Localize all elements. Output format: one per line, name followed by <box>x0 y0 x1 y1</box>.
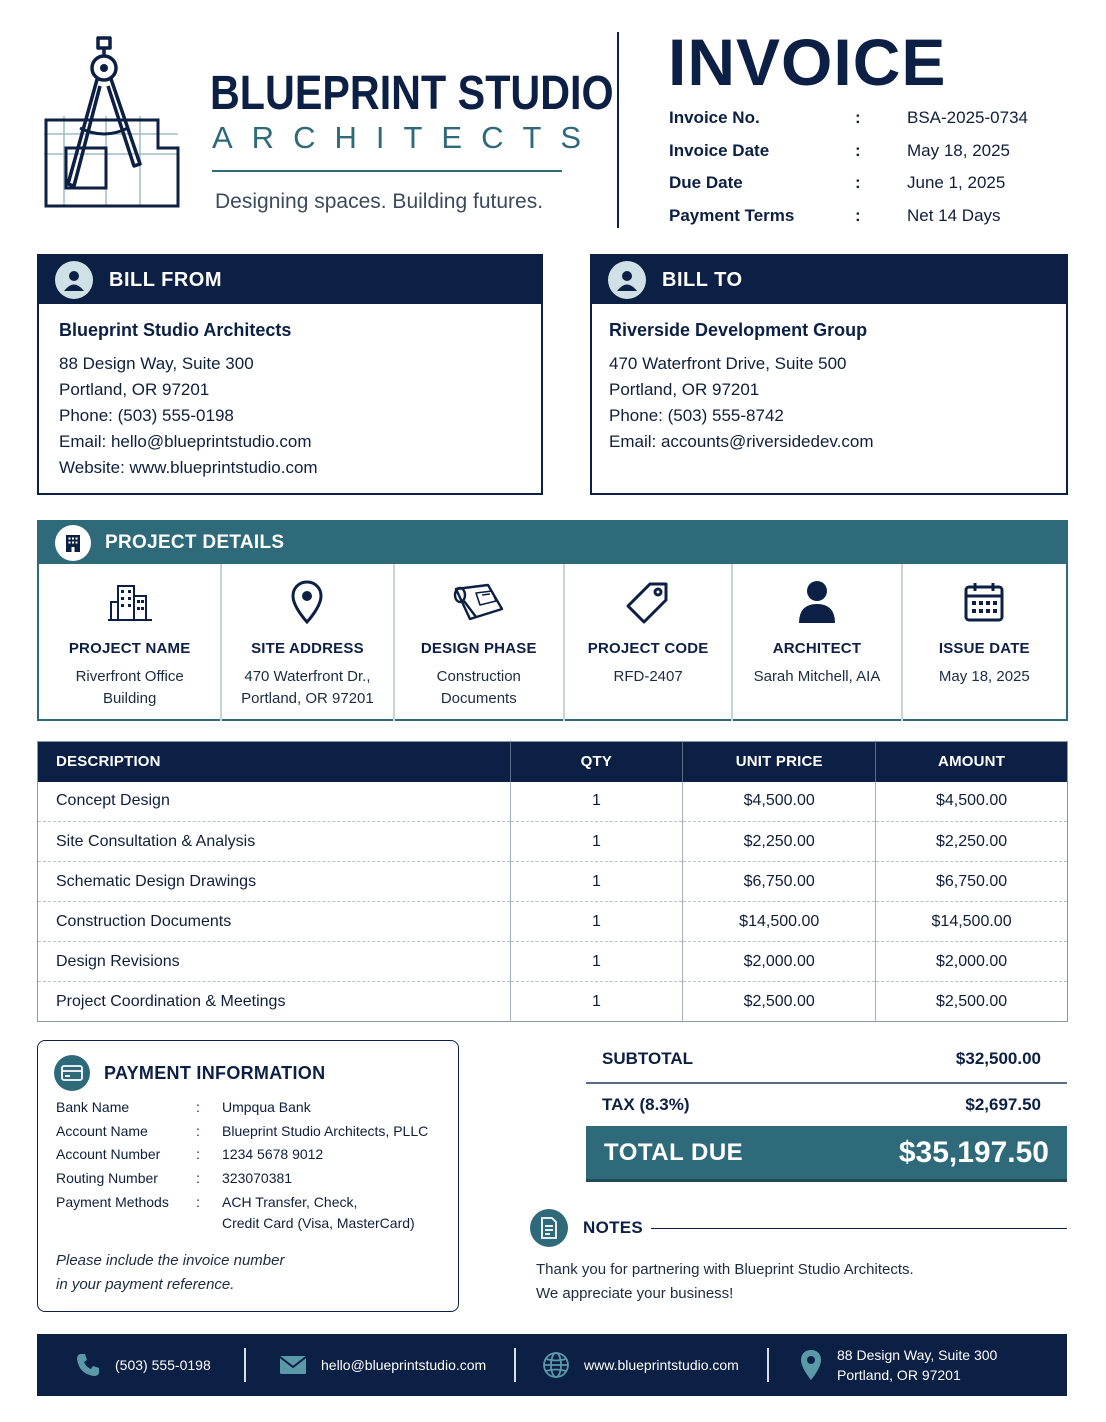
invoice-title: INVOICE <box>668 25 947 99</box>
site-address-value: 470 Waterfront Dr., <box>244 668 371 685</box>
document-icon <box>530 1209 568 1247</box>
bill-to-box <box>590 254 1068 495</box>
bank-name-value: Umpqua Bank <box>222 1099 311 1115</box>
payment-colon: : <box>196 1099 200 1115</box>
compass-blueprint-logo-icon <box>40 36 182 212</box>
total-due-bar <box>586 1126 1067 1182</box>
table-header-row <box>38 742 1068 782</box>
tag-icon <box>626 580 670 624</box>
issue-date-cell <box>903 564 1066 721</box>
project-code-label: PROJECT CODE <box>587 640 709 657</box>
description-header: DESCRIPTION <box>38 742 511 782</box>
amount-header: AMOUNT <box>876 742 1068 782</box>
payment-colon: : <box>196 1146 200 1162</box>
bill-from-line: Portland, OR 97201 <box>59 380 210 399</box>
invoice-date-value: May 18, 2025 <box>907 141 1011 160</box>
unit-price-header: UNIT PRICE <box>683 742 876 782</box>
payment-methods-label: Payment Methods <box>56 1194 169 1210</box>
project-details-heading: PROJECT DETAILS <box>105 532 285 553</box>
invoice-date-label: Invoice Date <box>669 141 770 160</box>
item-amount: $14,500.00 <box>876 902 1068 942</box>
item-unit-price: $2,500.00 <box>683 982 876 1022</box>
brand-name: BLUEPRINT STUDIO <box>210 67 614 120</box>
payment-colon: : <box>196 1194 200 1210</box>
bill-to-line: 470 Waterfront Drive, Suite 500 <box>609 354 847 373</box>
bill-from-line: 88 Design Way, Suite 300 <box>59 354 254 373</box>
item-unit-price: $6,750.00 <box>683 862 876 902</box>
payment-terms-value: Net 14 Days <box>907 206 1001 225</box>
bill-to-name: Riverside Development Group <box>609 320 868 340</box>
item-description: Project Coordination & Meetings <box>38 982 511 1022</box>
footer-phone-text: (503) 555-0198 <box>115 1357 211 1373</box>
payment-methods-value: ACH Transfer, Check, <box>222 1194 358 1210</box>
footer-website-text: www.blueprintstudio.com <box>584 1357 739 1373</box>
design-phase-value: Construction <box>436 668 521 685</box>
footer-bar <box>37 1334 1067 1396</box>
design-phase-cell <box>395 564 565 721</box>
site-address-value: Portland, OR 97201 <box>241 690 374 707</box>
tax-row <box>586 1086 1067 1124</box>
design-phase-label: DESIGN PHASE <box>420 640 537 657</box>
routing-number-label: Routing Number <box>56 1170 158 1186</box>
bill-to-header <box>592 256 1066 304</box>
item-description: Concept Design <box>38 782 511 822</box>
footer-address-line: Portland, OR 97201 <box>837 1367 961 1383</box>
user-icon <box>608 261 646 299</box>
subtotal-label: SUBTOTAL <box>602 1049 693 1068</box>
calendar-icon <box>963 581 1005 623</box>
issue-date-value: May 18, 2025 <box>938 668 1030 685</box>
payment-methods-value: Credit Card (Visa, MasterCard) <box>222 1215 415 1231</box>
meta-colon: : <box>855 141 861 160</box>
payment-colon: : <box>196 1170 200 1186</box>
notes-text <box>536 1258 914 1306</box>
bill-from-line: Email: hello@blueprintstudio.com <box>59 432 312 451</box>
table-row <box>38 862 1068 902</box>
brand-tagline: Designing spaces. Building futures. <box>215 190 544 213</box>
footer-phone[interactable] <box>75 1334 211 1396</box>
location-pin-icon <box>799 1349 823 1381</box>
bill-from-box <box>37 254 543 495</box>
footer-email-text: hello@blueprintstudio.com <box>321 1357 487 1373</box>
item-qty: 1 <box>510 942 683 982</box>
notes-line: We appreciate your business! <box>536 1285 734 1302</box>
bill-from-name: Blueprint Studio Architects <box>59 320 292 340</box>
item-amount: $2,250.00 <box>876 822 1068 862</box>
brand-subtitle: ARCHITECTS <box>212 120 601 155</box>
item-description: Construction Documents <box>38 902 511 942</box>
table-row <box>38 822 1068 862</box>
bill-to-line: Portland, OR 97201 <box>609 380 760 399</box>
invoice-number-label: Invoice No. <box>669 108 760 127</box>
table-row <box>38 782 1068 822</box>
payment-note-line: Please include the invoice number <box>56 1252 285 1269</box>
payment-colon: : <box>196 1123 200 1139</box>
bill-from-line: Phone: (503) 555-0198 <box>59 406 234 425</box>
bill-from-heading: BILL FROM <box>109 268 223 291</box>
project-code-cell <box>565 564 733 721</box>
totals-divider <box>586 1082 1067 1084</box>
item-unit-price: $2,250.00 <box>683 822 876 862</box>
payment-note <box>56 1249 284 1297</box>
payment-terms-label: Payment Terms <box>669 206 795 225</box>
total-due-label: TOTAL DUE <box>604 1138 744 1166</box>
location-pin-icon <box>290 580 324 624</box>
account-name-value: Blueprint Studio Architects, PLLC <box>222 1123 429 1139</box>
notes-line: Thank you for partnering with Blueprint Studio Architects. <box>536 1261 914 1278</box>
item-amount: $4,500.00 <box>876 782 1068 822</box>
project-name-value: Building <box>102 690 157 707</box>
site-address-label: SITE ADDRESS <box>251 640 364 657</box>
table-row <box>38 902 1068 942</box>
bill-to-line: Email: accounts@riversidedev.com <box>609 432 874 451</box>
meta-colon: : <box>855 173 861 192</box>
user-icon <box>55 261 93 299</box>
bill-to-line: Phone: (503) 555-8742 <box>609 406 784 425</box>
payment-information-header <box>54 1055 325 1091</box>
item-description: Site Consultation & Analysis <box>38 822 511 862</box>
design-phase-value: Documents <box>440 690 517 707</box>
phone-icon <box>75 1352 101 1378</box>
architect-cell <box>733 564 902 721</box>
line-items-table <box>37 741 1068 1022</box>
payment-note-line: in your payment reference. <box>56 1276 235 1293</box>
office-building-icon <box>55 525 91 561</box>
brand-divider <box>212 170 562 172</box>
blueprint-roll-icon <box>452 581 506 623</box>
footer-separator <box>514 1348 516 1382</box>
architect-value: Sarah Mitchell, AIA <box>753 668 881 685</box>
item-amount: $6,750.00 <box>876 862 1068 902</box>
credit-card-icon <box>54 1055 90 1091</box>
notes-divider <box>651 1228 1067 1229</box>
project-details-header <box>39 522 1066 564</box>
payment-information-box <box>37 1040 459 1312</box>
tax-label: TAX (8.3%) <box>602 1095 690 1114</box>
project-details-panel <box>37 520 1068 721</box>
globe-icon <box>542 1351 570 1379</box>
notes-header <box>530 1209 643 1247</box>
envelope-icon <box>279 1355 307 1375</box>
site-address-cell <box>222 564 394 721</box>
project-name-value: Riverfront Office <box>75 668 184 685</box>
building-icon <box>108 582 152 622</box>
invoice-number-value: BSA-2025-0734 <box>907 108 1028 127</box>
item-qty: 1 <box>510 982 683 1022</box>
person-icon <box>797 580 837 624</box>
bill-to-heading: BILL TO <box>662 268 743 291</box>
account-number-label: Account Number <box>56 1146 161 1162</box>
bank-name-label: Bank Name <box>56 1099 130 1115</box>
item-qty: 1 <box>510 902 683 942</box>
item-description: Design Revisions <box>38 942 511 982</box>
tax-value: $2,697.50 <box>965 1095 1041 1114</box>
account-number-value: 1234 5678 9012 <box>222 1146 324 1162</box>
payment-information-heading: PAYMENT INFORMATION <box>104 1062 326 1083</box>
item-qty: 1 <box>510 782 683 822</box>
item-unit-price: $14,500.00 <box>683 902 876 942</box>
table-row <box>38 942 1068 982</box>
bill-from-header <box>39 256 541 304</box>
table-row <box>38 982 1068 1022</box>
routing-number-value: 323070381 <box>222 1170 293 1186</box>
bill-from-line: Website: www.blueprintstudio.com <box>59 458 318 477</box>
meta-colon: : <box>855 108 861 127</box>
subtotal-value: $32,500.00 <box>955 1049 1041 1068</box>
item-unit-price: $4,500.00 <box>683 782 876 822</box>
item-amount: $2,000.00 <box>876 942 1068 982</box>
subtotal-row <box>586 1040 1067 1078</box>
item-description: Schematic Design Drawings <box>38 862 511 902</box>
total-due-value: $35,197.50 <box>898 1135 1049 1169</box>
project-name-cell <box>39 564 222 721</box>
header-divider <box>617 32 619 228</box>
project-name-label: PROJECT NAME <box>68 640 191 657</box>
qty-header: QTY <box>510 742 683 782</box>
item-unit-price: $2,000.00 <box>683 942 876 982</box>
footer-address <box>799 1334 997 1396</box>
item-qty: 1 <box>510 822 683 862</box>
project-code-value: RFD-2407 <box>613 668 683 685</box>
item-qty: 1 <box>510 862 683 902</box>
meta-colon: : <box>855 206 861 225</box>
account-name-label: Account Name <box>56 1123 148 1139</box>
footer-address-line: 88 Design Way, Suite 300 <box>837 1347 998 1363</box>
architect-label: ARCHITECT <box>772 640 862 657</box>
footer-email[interactable] <box>279 1334 486 1396</box>
item-amount: $2,500.00 <box>935 992 1008 1010</box>
footer-separator <box>244 1348 246 1382</box>
footer-website[interactable] <box>542 1334 739 1396</box>
due-date-value: June 1, 2025 <box>907 173 1006 192</box>
issue-date-label: ISSUE DATE <box>938 640 1030 657</box>
due-date-label: Due Date <box>669 173 743 192</box>
footer-separator <box>767 1348 769 1382</box>
notes-heading: NOTES <box>583 1218 644 1237</box>
